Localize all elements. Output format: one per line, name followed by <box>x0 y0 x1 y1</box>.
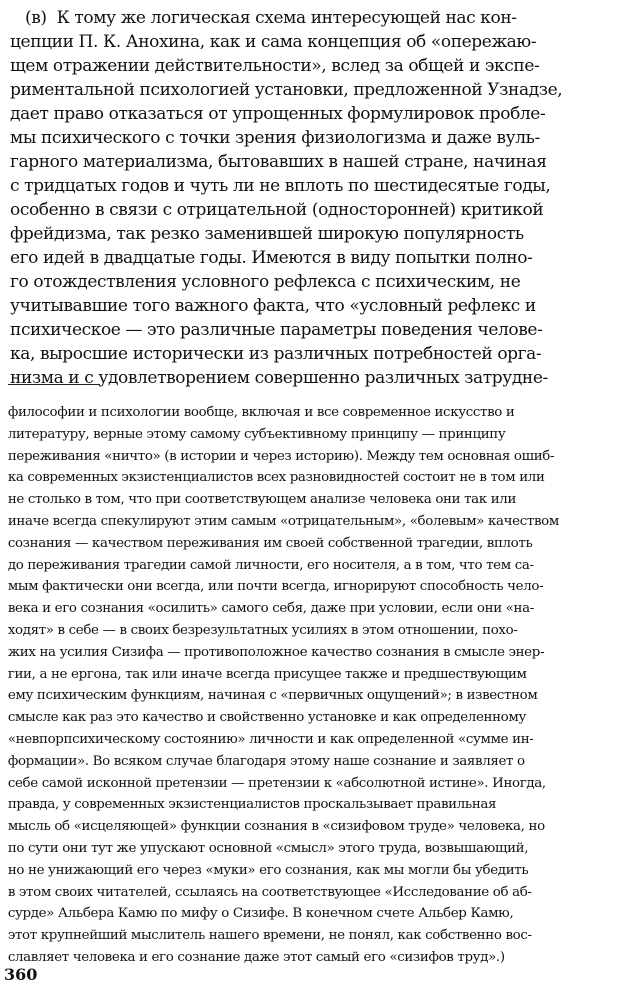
footnote-line: этот крупнейший мыслитель нашего времени, не понял, как собственно вос- <box>0 928 532 944</box>
main-text-line: его идей в двадцатые годы. Имеются в виду попытки полно- <box>0 248 533 268</box>
footnote-line: смысле как раз это качество и свойственно установке и как определенному <box>0 710 526 726</box>
main-text-line: щем отражении действительности», вслед за общей и экспе- <box>0 56 540 76</box>
main-text-line: психическое — это различные параметры поведения челове- <box>0 320 543 340</box>
footnote-line: формации». Во всяком случае благодаря этому наше сознание и заявляет о <box>0 753 525 769</box>
footnote-line: по сути они тут же упускают основной «смысл» этого труда, возвышающий, <box>0 841 529 856</box>
footnote-line: жих на усилия Сизифа — противоположное качество сознания в смысле энер- <box>0 644 545 660</box>
footnote-line: переживания «ничто» (в истории и через историю). Между тем основная ошиб- <box>0 448 555 464</box>
main-text-line: учитывавшие того важного факта, что «условный рефлекс и <box>0 296 536 316</box>
footnote-separator <box>8 384 100 385</box>
page-number: 360 <box>4 965 38 984</box>
footnote-line: сознания — качеством переживания им своей собственной трагедии, вплоть <box>0 535 533 551</box>
main-text-line: фрейдизма, так резко заменившей широкую популярность <box>0 224 524 244</box>
main-text-line: гарного материализма, бытовавших в нашей стране, начиная <box>0 152 547 172</box>
footnote-line: мысль об «исцеляющей» функции сознания в «сизифовом труде» человека, но <box>0 819 545 835</box>
footnote-line: иначе всегда спекулируют этим самым «отрицательным», «болевым» качеством <box>0 514 559 529</box>
main-text-line: дает право отказаться от упрощенных формулировок пробле- <box>0 104 546 124</box>
footnote-line: до переживания трагедии самой личности, его носителя, а в том, что тем са- <box>0 557 534 573</box>
footnote-line: века и его сознания «осилить» самого себя, даже при условии, если они «на- <box>0 601 534 617</box>
footnote-line: ему психическим функциям, начиная с «первичных ощущений»; в известном <box>0 688 538 704</box>
main-text-line: цепции П. К. Анохина, как и сама концепция об «опережаю- <box>0 32 537 52</box>
footnote-line: не столько в том, что при соответствующем анализе человека они так или <box>0 492 517 508</box>
main-text-line: риментальной психологией установки, предложенной Узнадзе, <box>0 80 563 100</box>
footnote-line: ка современных экзистенциалистов всех разновидностей состоит не в том или <box>0 470 545 486</box>
footnote-line: себе самой исконной претензии — претензии к «абсолютной истине». Иногда, <box>0 775 546 791</box>
main-text-line: особенно в связи с отрицательной (односторонней) критикой <box>0 200 544 220</box>
footnote-line: славляет человека и его сознание даже этот самый его «сизифов труд».) <box>0 950 505 965</box>
footnote-line: философии и психологии вообще, включая и все современное искусство и <box>0 405 515 420</box>
footnote-line: в этом своих читателей, ссылаясь на соответствующее «Исследование об аб- <box>0 884 532 900</box>
footnote-line: гии, а не ергона, так или иначе всегда присущее также и предшествующим <box>0 666 527 682</box>
main-text-line: мы психического с точки зрения физиологизма и даже вуль- <box>0 128 540 148</box>
footnote-line: но не унижающий его через «муки» его сознания, как мы могли бы убедить <box>0 862 529 878</box>
main-text-line: ка, выросшие исторически из различных потребностей орга- <box>0 344 542 364</box>
main-text-line: с тридцатых годов и чуть ли не вплоть по шестидесятые годы, <box>0 176 551 196</box>
footnote-line: сурде» Альбера Камю по мифу о Сизифе. В конечном счете Альбер Камю, <box>0 906 514 922</box>
main-text-line: низма и с удовлетворением совершенно различных затрудне- <box>0 368 548 388</box>
main-text-line: го отождествления условного рефлекса с психическим, не <box>0 272 521 292</box>
footnote-line: ходят» в себе — в своих безрезультатных усилиях в этом отношении, похо- <box>0 623 518 638</box>
footnote-line: «невпорпсихическому состоянию» личности и как определенной «сумме ин- <box>0 732 534 747</box>
footnote-line: мым фактически они всегда, или почти всегда, игнорируют способность чело- <box>0 579 544 595</box>
main-text-line: (в) К тому же логическая схема интересующей нас кон- <box>0 8 517 28</box>
footnote-line: литературу, верные этому самому субъективному принципу — принципу <box>0 426 506 442</box>
footnote-line: правда, у современных экзистенциалистов проскальзывает правильная <box>0 797 497 813</box>
